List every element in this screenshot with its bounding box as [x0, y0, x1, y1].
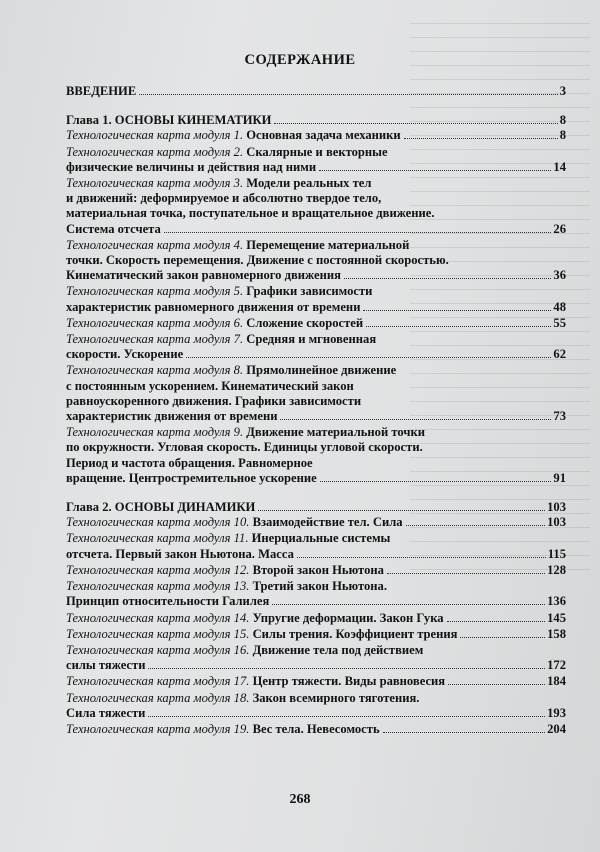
dot-leader — [164, 232, 552, 233]
entry-first-line — [66, 563, 566, 578]
entry-continuation-line: с постоянным ускорением. Кинематический закон — [66, 378, 354, 393]
dot-leader — [148, 668, 545, 669]
dot-leader — [320, 481, 552, 482]
entry-first-line — [66, 531, 566, 546]
entry-last-line — [66, 300, 566, 315]
entry-first-line — [66, 363, 566, 378]
entry-title: Вес тела. Невесомость — [252, 721, 380, 736]
entry-continuation-line: равноускоренного движения. Графики зависимости — [66, 393, 362, 408]
toc-entry-module — [66, 128, 566, 143]
toc-entry-module — [66, 316, 566, 331]
entry-first-text — [66, 176, 371, 190]
entry-first-text — [66, 674, 445, 689]
entry-page: 103 — [547, 500, 566, 515]
entry-first-text — [66, 627, 457, 642]
entry-last-line — [66, 268, 566, 283]
toc-entry-module — [66, 531, 566, 561]
toc-entry-module — [66, 722, 566, 737]
entry-first-line — [66, 332, 566, 347]
table-of-contents — [66, 84, 566, 737]
entry-first-line — [66, 722, 566, 737]
entry-first-text — [66, 145, 388, 159]
module-label: Технологическая карта модуля 9. — [66, 425, 244, 440]
module-label: Технологическая карта модуля 11. — [66, 531, 249, 546]
entry-page: 14 — [553, 159, 566, 174]
entry-page: 184 — [547, 674, 566, 689]
entry-title: Сложение скоростей — [246, 315, 364, 330]
entry-page: 158 — [547, 626, 566, 641]
entry-first-text — [66, 563, 384, 578]
module-label: Технологическая карта модуля 19. — [66, 721, 250, 736]
entry-first-text — [66, 425, 425, 439]
entry-first-line — [66, 674, 566, 689]
entry-last-line — [66, 594, 566, 609]
entry-first-line — [66, 316, 566, 331]
dot-leader — [406, 525, 546, 526]
toc-entry-chapter-1 — [66, 113, 566, 128]
entry-first-line — [66, 284, 566, 299]
entry-page: 8 — [559, 113, 566, 128]
entry-text: ВВЕДЕНИЕ — [66, 84, 137, 98]
entry-text: Глава 1. ОСНОВЫ КИНЕМАТИКИ — [66, 113, 272, 128]
entry-last-text: силы тяжести — [66, 658, 146, 673]
toc-entry-module — [66, 145, 566, 175]
entry-title: Скалярные и векторные — [246, 144, 388, 159]
entry-continuation-line: материальная точка, поступательное и вращательное движение. — [66, 206, 435, 221]
module-label: Технологическая карта модуля 12. — [66, 562, 250, 577]
module-label: Технологическая карта модуля 5. — [66, 284, 244, 299]
toc-entry-chapter-2 — [66, 500, 566, 515]
entry-continuation-line: и движений: деформируемое и абсолютно твердое тело, — [66, 191, 382, 206]
toc-entry-module — [66, 515, 566, 530]
module-label: Технологическая карта модуля 1. — [66, 128, 244, 143]
toc-entry-module — [66, 284, 566, 314]
module-label: Технологическая карта модуля 10. — [66, 515, 250, 530]
module-label: Технологическая карта модуля 15. — [66, 626, 250, 641]
entry-first-text — [66, 332, 376, 346]
entry-first-text — [66, 579, 387, 593]
entry-last-line — [66, 347, 566, 362]
dot-leader — [258, 510, 545, 511]
entry-last-text: скорости. Ускорение — [66, 347, 184, 362]
dot-leader — [460, 637, 545, 638]
entry-last-text: Кинематический закон равномерного движения — [66, 268, 341, 283]
entry-first-text — [66, 284, 372, 298]
module-label: Технологическая карта модуля 13. — [66, 579, 250, 594]
entry-first-text — [66, 722, 380, 737]
toc-entry-module — [66, 674, 566, 689]
entry-first-text — [66, 363, 396, 377]
entry-page: 48 — [553, 299, 566, 314]
entry-page: 55 — [553, 315, 566, 330]
entry-first-text — [66, 238, 409, 252]
dot-leader — [404, 138, 558, 139]
module-label: Технологическая карта модуля 6. — [66, 315, 244, 330]
toc-entry-module — [66, 563, 566, 578]
entry-last-line — [66, 409, 566, 424]
entry-title: Движение тела под действием — [252, 642, 424, 657]
entry-title: Основная задача механики — [246, 128, 401, 143]
module-label: Технологическая карта модуля 4. — [66, 237, 244, 252]
entry-title: Средняя и мгновенная — [246, 332, 377, 347]
entry-first-text — [66, 316, 363, 331]
entry-last-text: вращение. Центростремительное ускорение — [66, 470, 317, 485]
dot-leader — [297, 557, 546, 558]
entry-page: 26 — [553, 221, 566, 236]
page-number: 268 — [289, 792, 311, 807]
entry-last-line — [66, 547, 566, 562]
module-label: Технологическая карта модуля 17. — [66, 674, 250, 689]
entry-last-line — [66, 706, 566, 721]
toc-entry-module — [66, 176, 566, 237]
toc-entry-module — [66, 627, 566, 642]
dot-leader — [363, 310, 551, 311]
module-label: Технологическая карта модуля 2. — [66, 144, 244, 159]
entry-first-text — [66, 515, 403, 530]
entry-continuation-line: по окружности. Угловая скорость. Единицы угловой скорости. — [66, 440, 423, 455]
entry-page: 115 — [547, 546, 566, 561]
entry-title: Центр тяжести. Виды равновесия — [252, 674, 446, 689]
entry-first-text — [66, 691, 419, 705]
entry-last-text: Сила тяжести — [66, 705, 146, 720]
toc-entry-intro — [66, 84, 566, 99]
entry-page: 145 — [547, 610, 566, 625]
module-label: Технологическая карта модуля 8. — [66, 363, 244, 378]
dot-leader — [272, 604, 545, 605]
entry-first-line — [66, 425, 566, 440]
entry-first-line — [66, 238, 566, 253]
entry-title: Третий закон Ньютона. — [252, 579, 388, 594]
entry-page: 136 — [547, 594, 566, 609]
entry-first-line — [66, 579, 566, 594]
entry-title: Второй закон Ньютона — [252, 562, 384, 577]
page-title: СОДЕРЖАНИЕ — [244, 52, 356, 68]
entry-last-text: физические величины и действия над ними — [66, 159, 317, 174]
entry-last-text: характеристик равномерного движения от времени — [66, 299, 361, 314]
entry-page: 36 — [553, 268, 566, 283]
entry-page: 73 — [553, 409, 566, 424]
dot-leader — [274, 123, 557, 124]
entry-last-line — [66, 222, 566, 237]
entry-title: Графики зависимости — [246, 284, 373, 299]
entry-title: Упругие деформации. Закон Гука — [252, 610, 444, 625]
entry-title: Инерциальные системы — [251, 531, 391, 546]
entry-last-line — [66, 658, 566, 673]
toc-entry-module — [66, 611, 566, 626]
dot-leader — [383, 732, 546, 733]
entry-first-line — [66, 611, 566, 626]
entry-title: Силы трения. Коэффициент трения — [252, 626, 458, 641]
module-label: Технологическая карта модуля 7. — [66, 332, 244, 347]
entry-first-line — [66, 643, 566, 658]
entry-last-text: Система отсчета — [66, 221, 161, 236]
entry-page: 91 — [553, 470, 566, 485]
dot-leader — [319, 170, 551, 171]
module-label: Технологическая карта модуля 3. — [66, 176, 244, 191]
entry-first-text — [66, 128, 401, 143]
entry-page: 62 — [553, 347, 566, 362]
entry-text: Глава 2. ОСНОВЫ ДИНАМИКИ — [66, 500, 256, 515]
entry-first-line — [66, 145, 566, 160]
entry-first-line — [66, 691, 566, 706]
entry-last-line — [66, 471, 566, 486]
entry-page: 172 — [547, 658, 566, 673]
entry-continuation-line: точки. Скорость перемещения. Движение с постоянной скоростью. — [66, 253, 449, 268]
entry-first-line — [66, 176, 566, 191]
dot-leader — [186, 357, 551, 358]
toc-entry-module — [66, 363, 566, 424]
dot-leader — [366, 326, 551, 327]
entry-title: Движение материальной точки — [246, 425, 425, 440]
entry-first-line — [66, 128, 566, 143]
module-label: Технологическая карта модуля 14. — [66, 610, 250, 625]
entry-page: 193 — [547, 705, 566, 720]
entry-first-line — [66, 627, 566, 642]
module-label: Технологическая карта модуля 16. — [66, 642, 250, 657]
entry-page: 128 — [547, 562, 566, 577]
dot-leader — [139, 94, 557, 95]
toc-entry-module — [66, 579, 566, 609]
dot-leader — [387, 573, 545, 574]
dot-leader — [448, 684, 545, 685]
entry-page: 3 — [559, 84, 566, 98]
dot-leader — [344, 278, 551, 279]
entry-page: 204 — [547, 721, 566, 736]
toc-entry-module — [66, 691, 566, 721]
entry-first-text — [66, 611, 444, 626]
toc-entry-module — [66, 643, 566, 673]
entry-first-text — [66, 643, 423, 657]
entry-page: 8 — [559, 128, 566, 143]
entry-page: 103 — [547, 515, 566, 530]
entry-title: Взаимодействие тел. Сила — [252, 515, 403, 530]
entry-first-line — [66, 515, 566, 530]
dot-leader — [447, 621, 546, 622]
chapter-2-modules — [66, 515, 566, 737]
entry-continuation-line: Период и частота обращения. Равномерное — [66, 455, 313, 470]
dot-leader — [280, 419, 551, 420]
chapter-1-modules — [66, 128, 566, 486]
entry-last-text: Принцип относительности Галилея — [66, 594, 270, 609]
toc-entry-module — [66, 425, 566, 486]
toc-entry-module — [66, 238, 566, 284]
entry-last-text: характеристик движения от времени — [66, 409, 278, 424]
entry-title: Прямолинейное движение — [246, 363, 397, 378]
entry-last-text: отсчета. Первый закон Ньютона. Масса — [66, 546, 294, 561]
entry-last-line — [66, 160, 566, 175]
dot-leader — [148, 716, 545, 717]
entry-first-text — [66, 531, 390, 545]
entry-title: Модели реальных тел — [246, 176, 372, 191]
entry-title: Перемещение материальной — [246, 237, 410, 252]
module-label: Технологическая карта модуля 18. — [66, 690, 250, 705]
toc-entry-module — [66, 332, 566, 362]
entry-title: Закон всемирного тяготения. — [252, 690, 420, 705]
